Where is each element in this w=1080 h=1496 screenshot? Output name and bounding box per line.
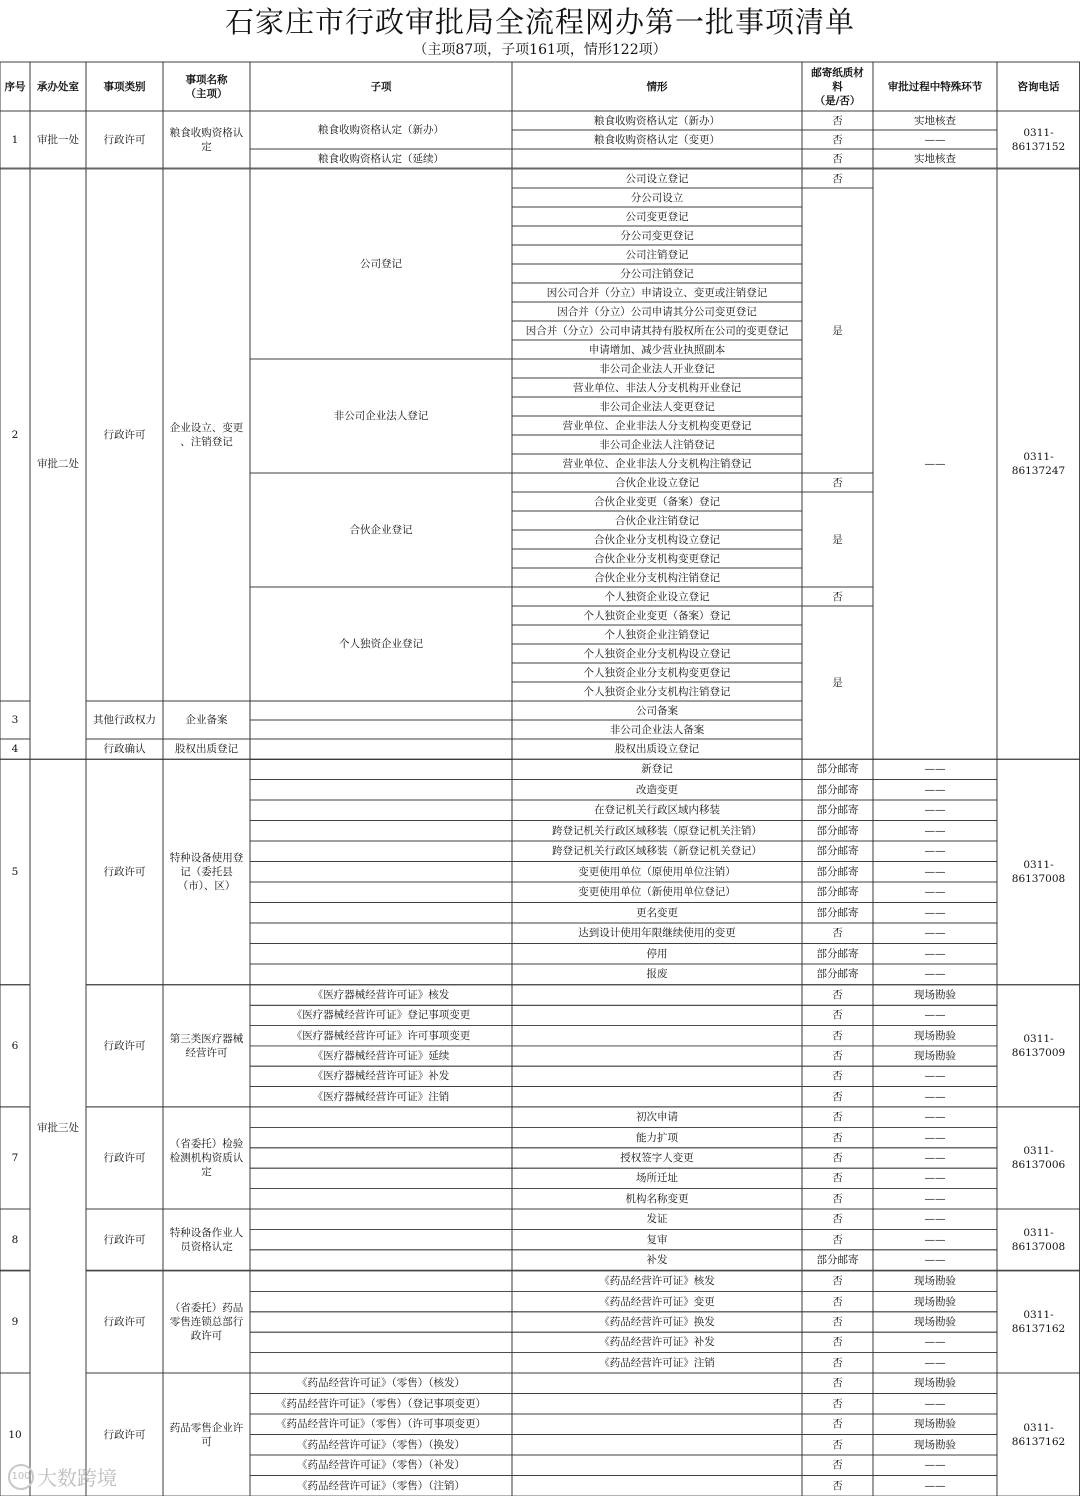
situation xyxy=(512,149,802,168)
situation: 非公司企业法人开业登记 xyxy=(599,362,715,375)
situation xyxy=(512,1046,802,1066)
situation: 粮食收购资格认定（新办） xyxy=(594,114,720,127)
situation: 因合并（分立）公司申请其分公司变更登记 xyxy=(557,305,757,318)
mail-required: 否 xyxy=(832,1459,843,1472)
handling-dept: 审批三处 xyxy=(37,1121,79,1134)
item-category: 行政许可 xyxy=(103,133,146,146)
sub-item xyxy=(250,780,512,801)
situation: 公司备案 xyxy=(636,704,678,717)
sub-item: 《医疗器械经营许可证》登记事项变更 xyxy=(291,1009,471,1022)
special-step: —— xyxy=(924,845,946,858)
sub-item: 《药品经营许可证》（零售）（换发） xyxy=(297,1438,465,1451)
mail-required: 是 xyxy=(832,324,843,337)
situation: 个人独资企业分支机构设立登记 xyxy=(583,647,731,660)
situation xyxy=(512,1394,802,1415)
item-main-name: （省委托）检验 检测机构资质认 定 xyxy=(169,1138,244,1178)
mail-required: 否 xyxy=(832,590,843,603)
column-header: 邮寄纸质材 料 （是/否） xyxy=(811,66,864,107)
mail-required: 否 xyxy=(832,1397,843,1410)
mail-required: 否 xyxy=(832,1070,843,1083)
special-step: 现场勘验 xyxy=(914,1377,956,1390)
situation: 个人独资企业设立登记 xyxy=(604,590,710,603)
sub-item xyxy=(250,944,512,965)
situation: 《药品经营许可证》换发 xyxy=(599,1315,715,1328)
situation: 因合并（分立）公司申请其持有股权所在公司的变更登记 xyxy=(525,324,789,337)
item-main-name: 粮食收购资格认 定 xyxy=(169,126,244,153)
contact-phone: 0311-86137008 xyxy=(1011,1226,1066,1253)
situation: 复审 xyxy=(646,1233,668,1246)
mail-required: 部分邮寄 xyxy=(816,886,859,899)
special-step: —— xyxy=(924,133,946,146)
special-step: —— xyxy=(924,865,946,878)
sub-item: 《药品经营许可证》（零售）（注销） xyxy=(297,1479,465,1492)
page-title: 石家庄市行政审批局全流程网办第一批事项清单 xyxy=(224,5,855,39)
situation: 授权签字人变更 xyxy=(620,1151,694,1164)
special-step: 现场勘验 xyxy=(914,1438,956,1451)
sub-item xyxy=(250,923,512,944)
handling-dept: 审批二处 xyxy=(37,458,79,471)
situation: 公司变更登记 xyxy=(625,210,689,223)
column-header: 事项名称 （主项） xyxy=(185,73,228,100)
sub-item xyxy=(250,1148,512,1168)
sub-item: 《医疗器械经营许可证》延续 xyxy=(312,1050,450,1063)
mail-required: 部分邮寄 xyxy=(816,824,859,837)
mail-required: 否 xyxy=(832,1151,843,1164)
sub-item: 粮食收购资格认定（延续） xyxy=(318,152,444,165)
mail-required: 否 xyxy=(832,1438,843,1451)
situation: 在登记机关行政区域内移装 xyxy=(594,804,720,817)
special-step: —— xyxy=(924,763,946,776)
special-step: —— xyxy=(924,1090,946,1103)
situation: 报废 xyxy=(646,968,668,981)
mail-required: 否 xyxy=(832,133,843,146)
row-seq: 7 xyxy=(11,1152,19,1164)
situation: 分公司设立 xyxy=(630,191,684,204)
sub-item: 《药品经营许可证》（零售）（登记事项变更） xyxy=(276,1397,486,1410)
mail-required: 否 xyxy=(832,172,843,185)
item-main-name: 企业备案 xyxy=(185,714,228,726)
situation: 机构名称变更 xyxy=(625,1192,689,1205)
situation: 营业单位、企业非法人分支机构注销登记 xyxy=(562,457,752,470)
column-header: 情形 xyxy=(646,80,668,93)
row-seq: 4 xyxy=(11,743,19,756)
situation: 跨登记机关行政区域移装（新登记机关登记） xyxy=(552,845,762,858)
contact-phone: 0311-86137162 xyxy=(1011,1421,1066,1448)
situation: 股权出质设立登记 xyxy=(615,743,699,756)
mail-required: 是 xyxy=(832,676,843,689)
mail-required: 否 xyxy=(832,1111,843,1124)
contact-phone: 0311-86137152 xyxy=(1011,126,1066,153)
item-category: 行政许可 xyxy=(103,1039,146,1052)
situation xyxy=(512,985,802,1005)
special-step: —— xyxy=(924,824,946,837)
contact-phone: 0311-86137162 xyxy=(1011,1309,1066,1335)
watermark-text: 大数跨境 xyxy=(37,1466,117,1490)
situation: 合伙企业分支机构注销登记 xyxy=(594,571,720,584)
item-category: 行政确认 xyxy=(103,743,146,756)
situation: 《药品经营许可证》补发 xyxy=(599,1336,715,1349)
contact-phone: 0311-86137009 xyxy=(1011,1032,1066,1059)
situation: 达到设计使用年限继续使用的变更 xyxy=(578,927,736,940)
sub-item xyxy=(250,800,512,821)
situation xyxy=(512,1455,802,1476)
situation: 更名变更 xyxy=(636,906,678,919)
sub-item xyxy=(250,1312,512,1332)
mail-required: 否 xyxy=(832,152,843,165)
column-header: 咨询电话 xyxy=(1017,80,1060,93)
special-step: —— xyxy=(924,1070,946,1083)
mail-required: 否 xyxy=(832,1275,843,1288)
situation: 补发 xyxy=(646,1253,668,1266)
special-step: 现场勘验 xyxy=(914,1418,956,1431)
sub-item xyxy=(250,1250,512,1270)
item-category: 行政许可 xyxy=(103,1152,146,1164)
contact-phone: 0311-86137008 xyxy=(1011,858,1066,885)
sub-item xyxy=(250,1189,512,1209)
special-step: —— xyxy=(924,1356,946,1369)
mail-required: 部分邮寄 xyxy=(816,1253,859,1266)
sub-item xyxy=(250,1353,512,1373)
situation: 因公司合并（分立）申请设立、变更或注销登记 xyxy=(546,286,768,299)
special-step: —— xyxy=(924,1253,946,1266)
situation: 非公司企业法人注销登记 xyxy=(599,438,715,451)
mail-required: 部分邮寄 xyxy=(816,968,859,981)
special-step: —— xyxy=(924,1459,946,1472)
situation: 改造变更 xyxy=(636,783,678,796)
situation: 个人独资企业注销登记 xyxy=(604,628,710,641)
column-header: 承办处室 xyxy=(37,80,79,93)
situation: 变更使用单位（新使用单位登记） xyxy=(578,886,736,899)
special-step: —— xyxy=(924,1131,946,1144)
item-main-name: 特种设备使用登 记（委托县 （市）、区） xyxy=(169,851,244,892)
mail-required: 否 xyxy=(832,1192,843,1205)
special-step: 现场勘验 xyxy=(914,1029,956,1042)
item-main-name: 第三类医疗器械 经营许可 xyxy=(169,1032,244,1059)
mail-required: 否 xyxy=(832,1213,843,1226)
situation: 申请增加、减少营业执照副本 xyxy=(588,343,726,356)
special-step: —— xyxy=(924,1172,946,1185)
situation xyxy=(512,1005,802,1025)
special-step: —— xyxy=(924,927,946,940)
situation: 新登记 xyxy=(641,763,673,776)
situation: 跨登记机关行政区域移装（原登记机关注销） xyxy=(552,824,762,837)
sub-item xyxy=(250,903,512,924)
situation: 发证 xyxy=(646,1213,668,1226)
situation: 合伙企业变更（备案）登记 xyxy=(594,495,720,508)
row-seq: 5 xyxy=(11,865,19,878)
sub-item xyxy=(250,759,512,780)
mail-required: 否 xyxy=(832,1090,843,1103)
sub-item xyxy=(250,841,512,862)
special-step: —— xyxy=(924,1213,946,1226)
situation: 《药品经营许可证》注销 xyxy=(599,1356,715,1369)
mail-required: 否 xyxy=(832,1295,843,1308)
mail-required: 否 xyxy=(832,989,843,1002)
mail-required: 部分邮寄 xyxy=(816,763,859,776)
special-step: —— xyxy=(924,458,946,471)
situation: 《药品经营许可证》变更 xyxy=(599,1295,715,1308)
sub-item xyxy=(250,1127,512,1147)
sub-item: 《医疗器械经营许可证》核发 xyxy=(312,989,450,1002)
situation: 停用 xyxy=(646,947,668,960)
special-step: 现场勘验 xyxy=(914,989,956,1002)
mail-required: 否 xyxy=(832,1377,843,1390)
special-step: —— xyxy=(924,804,946,817)
sub-item xyxy=(250,1107,512,1127)
page-subtitle: （主项87项，子项161项，情形122项） xyxy=(413,42,667,58)
situation xyxy=(512,1066,802,1086)
watermark-logo-icon: 100 xyxy=(8,1464,34,1490)
item-category: 其他行政权力 xyxy=(93,714,156,726)
mail-required: 部分邮寄 xyxy=(816,804,859,817)
special-step: 现场勘验 xyxy=(914,1315,956,1328)
special-step: —— xyxy=(924,1336,946,1349)
column-header: 事项类别 xyxy=(103,80,146,93)
row-seq: 3 xyxy=(11,714,19,726)
situation: 营业单位、非法人分支机构开业登记 xyxy=(573,381,741,394)
item-main-name: 企业设立、变更 、注销登记 xyxy=(169,422,244,448)
mail-required: 否 xyxy=(832,476,843,489)
sub-item xyxy=(250,701,512,760)
special-step: 现场勘验 xyxy=(914,1275,956,1288)
situation: 能力扩项 xyxy=(636,1131,678,1144)
sub-item xyxy=(250,1332,512,1352)
column-header: 子项 xyxy=(370,80,392,93)
sub-item xyxy=(250,821,512,842)
contact-phone: 0311-86137247 xyxy=(1011,451,1066,478)
situation: 非公司企业法人变更登记 xyxy=(599,400,715,413)
item-category: 行政许可 xyxy=(103,1428,146,1441)
situation: 合伙企业注销登记 xyxy=(615,514,699,527)
mail-required: 否 xyxy=(832,114,843,127)
situation: 分公司变更登记 xyxy=(620,229,694,242)
situation: 初次申请 xyxy=(636,1111,678,1124)
mail-required: 否 xyxy=(832,1418,843,1431)
special-step: 实地核查 xyxy=(914,152,956,165)
mail-required: 否 xyxy=(832,1172,843,1185)
situation: 合伙企业分支机构变更登记 xyxy=(594,552,720,565)
situation: 粮食收购资格认定（变更） xyxy=(594,133,720,146)
watermark xyxy=(8,1462,117,1491)
mail-required: 是 xyxy=(832,533,843,546)
situation xyxy=(512,1476,802,1496)
sub-item xyxy=(250,1271,512,1291)
special-step: —— xyxy=(924,1479,946,1492)
sub-item: 个人独资企业登记 xyxy=(339,638,423,650)
sub-item: 《医疗器械经营许可证》注销 xyxy=(312,1090,450,1103)
column-header: 序号 xyxy=(4,80,26,93)
special-step: 实地核查 xyxy=(914,114,956,127)
situation: 个人独资企业变更（备案）登记 xyxy=(583,609,731,622)
sub-item xyxy=(250,1168,512,1188)
special-step: —— xyxy=(924,906,946,919)
mail-required: 否 xyxy=(832,927,843,940)
situation xyxy=(512,1373,802,1394)
mail-required: 否 xyxy=(832,1009,843,1022)
mail-required: 部分邮寄 xyxy=(816,947,859,960)
item-main-name: 药品零售企业许 可 xyxy=(169,1421,244,1448)
row-seq: 1 xyxy=(11,133,19,146)
sub-item xyxy=(250,964,512,985)
row-seq: 6 xyxy=(11,1039,19,1052)
mail-required: 部分邮寄 xyxy=(816,845,859,858)
sub-item: 《医疗器械经营许可证》许可事项变更 xyxy=(291,1029,471,1042)
situation: 分公司注销登记 xyxy=(620,267,694,280)
sub-item xyxy=(250,862,512,883)
mail-required: 否 xyxy=(832,1233,843,1246)
special-step: —— xyxy=(924,1009,946,1022)
situation xyxy=(512,1414,802,1435)
contact-phone: 0311-86137006 xyxy=(1011,1145,1066,1171)
sub-item: 《药品经营许可证》（零售）（补发） xyxy=(297,1459,465,1472)
special-step: —— xyxy=(924,783,946,796)
item-main-name: （省委托）药品 零售连锁总部行 政许可 xyxy=(169,1302,244,1342)
mail-required: 否 xyxy=(832,1029,843,1042)
item-main-name: 股权出质登记 xyxy=(175,743,238,756)
situation: 合伙企业设立登记 xyxy=(615,476,699,489)
sub-item xyxy=(250,1229,512,1249)
special-step: 现场勘验 xyxy=(914,1295,956,1308)
mail-required: 部分邮寄 xyxy=(816,865,859,878)
situation: 个人独资企业分支机构变更登记 xyxy=(583,666,731,679)
mail-required: 否 xyxy=(832,1336,843,1349)
situation: 非公司企业法人备案 xyxy=(609,723,705,736)
mail-required: 否 xyxy=(832,1131,843,1144)
item-main-name: 特种设备作业人 员资格认定 xyxy=(169,1226,244,1253)
special-step: —— xyxy=(924,1192,946,1205)
sub-item xyxy=(250,1291,512,1311)
row-seq: 9 xyxy=(11,1316,19,1328)
situation: 公司注销登记 xyxy=(625,248,689,261)
special-step: —— xyxy=(924,1151,946,1164)
special-step: —— xyxy=(924,1111,946,1124)
item-category: 行政许可 xyxy=(103,429,146,441)
sub-item xyxy=(250,882,512,903)
sub-item: 合伙企业登记 xyxy=(349,524,413,536)
situation: 《药品经营许可证》核发 xyxy=(599,1275,715,1288)
mail-required: 否 xyxy=(832,1479,843,1492)
sub-item: 粮食收购资格认定（新办） xyxy=(318,124,444,136)
sub-item: 《药品经营许可证》（零售）（许可事项变更） xyxy=(276,1418,486,1431)
item-category: 行政许可 xyxy=(103,865,146,878)
special-step: —— xyxy=(924,1233,946,1246)
mail-required: 部分邮寄 xyxy=(816,783,859,796)
item-category: 行政许可 xyxy=(103,1233,146,1246)
situation xyxy=(512,1026,802,1046)
row-seq: 2 xyxy=(11,429,19,441)
situation: 场所迁址 xyxy=(636,1172,678,1185)
handling-dept: 审批一处 xyxy=(37,133,79,146)
special-step: 现场勘验 xyxy=(914,1050,956,1063)
situation: 个人独资企业分支机构注销登记 xyxy=(583,685,731,698)
sub-item: 《药品经营许可证》（零售）（核发） xyxy=(297,1377,465,1390)
situation xyxy=(512,1087,802,1107)
special-step: —— xyxy=(924,947,946,960)
situation: 变更使用单位（原使用单位注销） xyxy=(578,865,736,878)
sub-item: 公司登记 xyxy=(360,258,402,270)
situation: 营业单位、企业非法人分支机构变更登记 xyxy=(562,419,752,432)
row-seq: 8 xyxy=(11,1233,19,1246)
item-category: 行政许可 xyxy=(103,1316,146,1328)
special-step: —— xyxy=(924,968,946,981)
sub-item: 《医疗器械经营许可证》补发 xyxy=(312,1070,450,1083)
situation xyxy=(512,1435,802,1456)
special-step: —— xyxy=(924,1397,946,1410)
row-seq: 10 xyxy=(8,1428,22,1441)
mail-required: 部分邮寄 xyxy=(816,906,859,919)
column-header: 审批过程中特殊环节 xyxy=(887,80,983,93)
mail-required: 否 xyxy=(832,1356,843,1369)
sub-item: 非公司企业法人登记 xyxy=(333,410,429,422)
mail-required: 否 xyxy=(832,1315,843,1328)
mail-required: 否 xyxy=(832,1050,843,1063)
special-step: —— xyxy=(924,886,946,899)
situation: 公司设立登记 xyxy=(625,172,689,185)
situation: 合伙企业分支机构设立登记 xyxy=(594,533,720,546)
sub-item xyxy=(250,1209,512,1229)
